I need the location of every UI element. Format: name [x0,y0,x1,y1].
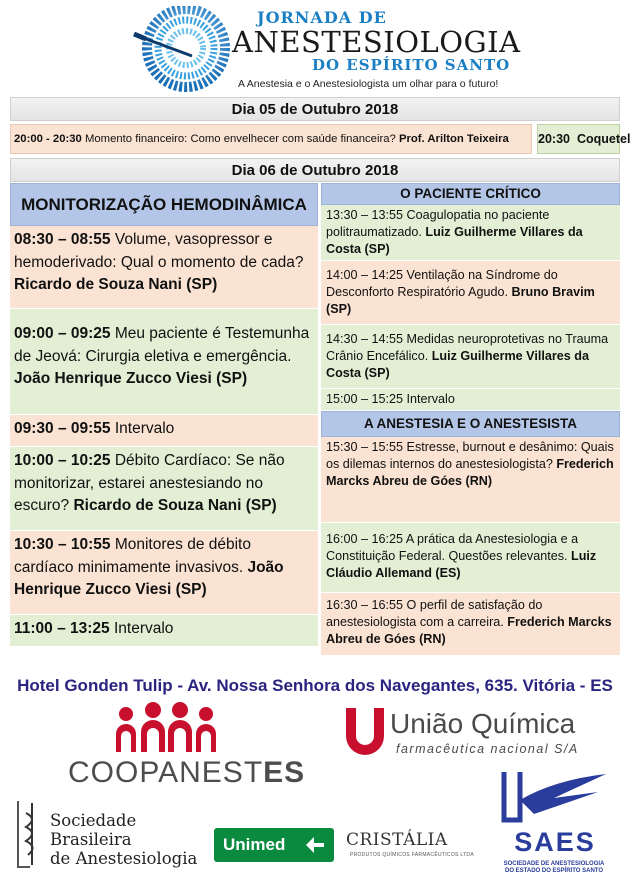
slot-time: 08:30 – 08:55 [14,231,111,248]
day1-cocktail [537,124,630,154]
section-title-monitorizacao: MONITORIZAÇÃO HEMODINÂMICA [10,183,318,226]
slot-time: 14:00 – 14:25 [326,268,404,282]
day1-talk [10,124,532,154]
sponsor-saes [494,770,614,880]
sba-line2: de Anestesiologia [50,849,198,868]
sponsor-coopanest [56,700,306,789]
unimed-emblem-icon [304,835,326,855]
slot-speaker: Frederich Marcks Abreu de Góes (RN) [326,615,612,647]
slot-speaker: Ricardo de Souza Nani (SP) [14,276,218,293]
day1-heading: Dia 05 de Outubro 2018 [10,97,620,121]
slot-time: 16:30 – 16:55 [326,598,404,612]
slot-time: 15:30 – 15:55 [326,440,404,454]
schedule-slot [10,226,318,309]
sponsor-uniao-quimica [344,706,584,756]
uniao-quimica-name: União Química [390,708,576,739]
right-column [321,183,620,656]
slot-text: Coagulopatia no paciente politraumatizado. [326,208,550,240]
day1-row [10,124,630,154]
slot-text: Débito Cardíaco: Se não monitorizar, estarei anestesiando no escuro? [14,452,285,514]
venue-address: Hotel Gonden Tulip - Av. Nossa Senhora dos Navegantes, 635. Vitória - ES [17,676,613,695]
cristalia-name: CRISTÁLIA [346,830,448,850]
schedule-slot [321,205,620,261]
slot-speaker: Luiz Guilherme Villares da Costa (SP) [326,349,589,381]
schedule-slot [10,415,318,447]
header-tagline: A Anestesia e o Anestesiologista um olhar para o futuro! [238,78,499,90]
slot-time: 15:00 – 15:25 [326,392,404,406]
cristalia-sub: PRODUTOS QUÍMICOS FARMACÊUTICOS LTDA [350,852,474,858]
coopanest-wordmark [68,756,305,790]
slot-text: A prática da Anestesiologia e a Constituição Federal. Questões relevantes. [326,532,579,564]
slot-speaker: João Henrique Zucco Viesi (SP) [14,558,284,598]
sponsor-unimed [214,828,334,862]
header-title-line2: ANESTESIOLOGIA [232,25,521,59]
slot-time: 09:30 – 09:55 [14,420,111,437]
schedule-slot [10,531,318,615]
sponsor-cristalia [346,830,494,862]
coopanest-figures-icon [56,700,276,756]
slot-text: Medidas neuroprotetivas no Trauma Crânio Encefálico. [326,332,609,364]
uniao-quimica-sub: farmacêutica nacional S/A [396,742,579,756]
schedule-slot [321,523,620,593]
schedule-slot [10,309,318,415]
schedule-slot [321,325,620,389]
section-title-paciente-critico: O PACIENTE CRÍTICO [321,183,620,205]
header-title-line1: JORNADA DE [257,8,387,27]
slot-speaker: Ricardo de Souza Nani (SP) [73,497,277,514]
slot-speaker: Frederich Marcks Abreu de Góes (RN) [326,457,614,489]
slot-text: Intervalo [109,620,174,637]
slot-text: Intervalo [110,420,175,437]
day1-cocktail-label: Coquetel [576,132,630,146]
slot-text: Meu paciente é Testemunha de Jeová: Cirurgia eletiva e emergência. [14,325,310,365]
coopanest-name: COOPANEST [68,756,264,789]
slot-time: 13:30 – 13:55 [326,208,404,222]
left-column [10,183,318,647]
schedule-slot [321,261,620,325]
saes-sub-line1: SOCIEDADE DE ANESTESIOLOGIA [503,861,605,867]
slot-time: 14:30 – 14:55 [326,332,404,346]
slot-text: Monitores de débito cardíaco minimamente invasivos. [14,536,251,576]
saes-sub [494,861,614,875]
day1-cocktail-time: 20:30 [538,132,570,146]
saes-name: SAES [514,827,596,857]
sponsor-sba [14,795,214,873]
schedule-slot [10,615,318,647]
slot-time: 10:30 – 10:55 [14,536,111,553]
slot-text: Ventilação na Síndrome do Desconforto Respiratório Agudo. [326,268,558,300]
saes-emblem-icon [494,770,614,826]
header-title-line3: DO ESPÍRITO SANTO [312,56,511,74]
schedule-slot [321,437,620,523]
day2-heading: Dia 06 de Outubro 2018 [10,158,620,182]
slot-time: 16:00 – 16:25 [326,532,404,546]
schedule-slot [321,593,620,656]
coopanest-suffix: ES [263,756,306,789]
slot-time: 11:00 – 13:25 [14,620,110,637]
day1-talk-text: Momento financeiro: Como envelhecer com saúde financeira? [81,133,399,145]
saes-sub-line2: DO ESTADO DO ESPÍRITO SANTO [504,868,603,874]
slot-text: O perfil de satisfação do anestesiologista com a carreira. [326,598,543,630]
uniao-quimica-mark-icon [344,706,386,756]
slot-speaker: Bruno Bravim (SP) [326,285,595,317]
day1-talk-speaker: Prof. Arilton Teixeira [398,133,509,145]
caduceus-icon [14,795,48,873]
slot-text: Intervalo [403,392,455,406]
slot-time: 09:00 – 09:25 [14,325,111,342]
unimed-name: Unimed [223,835,286,854]
slot-speaker: Luiz Guilherme Villares da Costa (SP) [326,225,583,257]
slot-speaker: João Henrique Zucco Viesi (SP) [14,370,248,387]
day1-talk-time: 20:00 - 20:30 [14,133,82,145]
slot-text: Volume, vasopressor e hemoderivado: Qual o momento de cada? [14,231,304,271]
schedule-slot [10,447,318,531]
slot-time: 10:00 – 10:25 [14,452,111,469]
event-logo-icon [132,6,232,92]
sba-line1: Sociedade Brasileira [50,811,137,849]
sba-name [50,811,214,868]
event-header [0,0,630,100]
section-title-anestesia-anestesista: A ANESTESIA E O ANESTESISTA [321,411,620,437]
slot-speaker: Luiz Cláudio Allemand (ES) [326,549,597,581]
slot-text: Estresse, burnout e desânimo: Quais os dilemas internos do anestesiologista? [326,440,614,472]
schedule-slot [321,389,620,411]
